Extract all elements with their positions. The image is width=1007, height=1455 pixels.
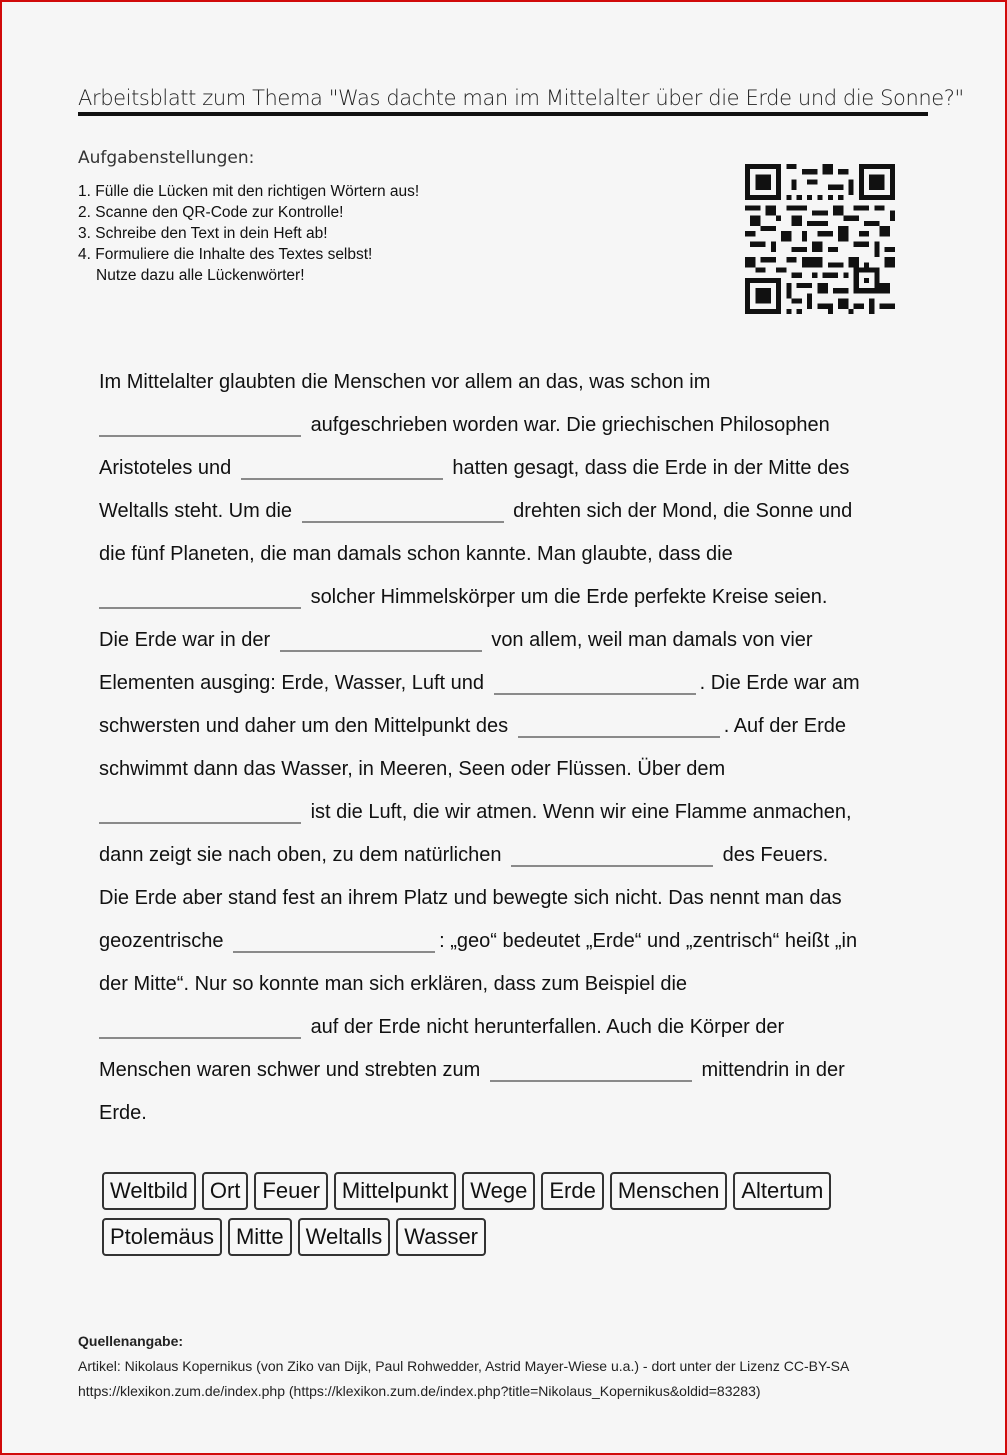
text-segment: . Die Erde war am xyxy=(699,672,860,694)
word-chip[interactable]: Erde xyxy=(541,1172,603,1210)
text-segment: Die Erde aber stand fest an ihrem Platz und bewegte sich nicht. Das nennt man das xyxy=(99,887,842,909)
text-line xyxy=(99,448,919,491)
task-item: 2. Scanne den QR-Code zur Kontrolle! xyxy=(78,204,344,221)
word-chip[interactable]: Feuer xyxy=(254,1172,327,1210)
text-segment: auf der Erde nicht herunterfallen. Auch die Körper der xyxy=(310,1016,785,1038)
blank-field[interactable] xyxy=(99,1036,301,1039)
text-segment: von allem, weil man damals von vier xyxy=(491,629,813,651)
text-segment: schwersten und daher um den Mittelpunkt des xyxy=(99,715,509,737)
text-segment: schwimmt dann das Wasser, in Meeren, Seen oder Flüssen. Über dem xyxy=(99,758,726,780)
text-segment: Erde. xyxy=(99,1102,147,1124)
text-line xyxy=(99,491,919,534)
blank-field[interactable] xyxy=(99,821,301,824)
word-bank-row xyxy=(102,1218,922,1256)
text-segment: der Mitte“. Nur so konnte man sich erklären, dass zum Beispiel die xyxy=(99,973,688,995)
source-heading: Quellenangabe: xyxy=(78,1333,184,1349)
text-segment: Die Erde war in der xyxy=(99,629,271,651)
qr-code-icon[interactable] xyxy=(745,163,895,315)
text-segment: ist die Luft, die wir atmen. Wenn wir eine Flamme anmachen, xyxy=(310,801,852,823)
text-segment: Aristoteles und xyxy=(99,457,232,479)
text-segment: mittendrin in der xyxy=(701,1059,845,1081)
word-chip[interactable]: Mittelpunkt xyxy=(334,1172,456,1210)
text-segment: drehten sich der Mond, die Sonne und xyxy=(513,500,853,522)
text-line xyxy=(99,405,919,448)
word-chip[interactable]: Weltalls xyxy=(298,1218,391,1256)
word-chip[interactable]: Menschen xyxy=(610,1172,728,1210)
text-line xyxy=(99,749,919,792)
blank-field[interactable] xyxy=(518,735,720,738)
task-item: 1. Fülle die Lücken mit den richtigen Wörtern aus! xyxy=(78,183,420,200)
text-segment: des Feuers. xyxy=(722,844,829,866)
word-bank xyxy=(102,1172,922,1264)
text-segment: die fünf Planeten, die man damals schon kannte. Man glaubte, dass die xyxy=(99,543,733,565)
task-item: 4. Formuliere die Inhalte des Textes selbst! xyxy=(78,246,373,263)
text-line xyxy=(99,964,919,1007)
text-line xyxy=(99,534,919,577)
text-segment: Weltalls steht. Um die xyxy=(99,500,293,522)
text-segment: solcher Himmelskörper um die Erde perfekte Kreise seien. xyxy=(310,586,828,608)
text-line xyxy=(99,1050,919,1093)
blank-field[interactable] xyxy=(280,649,482,652)
text-segment: dann zeigt sie nach oben, zu dem natürlichen xyxy=(99,844,502,866)
task-item: Nutze dazu alle Lückenwörter! xyxy=(96,267,305,284)
task-item: 3. Schreibe den Text in dein Heft ab! xyxy=(78,225,328,242)
text-line xyxy=(99,835,919,878)
text-segment: Elementen ausging: Erde, Wasser, Luft und xyxy=(99,672,485,694)
word-chip[interactable]: Ptolemäus xyxy=(102,1218,222,1256)
text-segment: hatten gesagt, dass die Erde in der Mitte des xyxy=(452,457,850,479)
blank-field[interactable] xyxy=(490,1079,692,1082)
word-chip[interactable]: Ort xyxy=(202,1172,249,1210)
word-bank-row xyxy=(102,1172,922,1210)
text-line xyxy=(99,1007,919,1050)
blank-field[interactable] xyxy=(99,434,301,437)
blank-field[interactable] xyxy=(494,692,696,695)
blank-field[interactable] xyxy=(99,606,301,609)
blank-field[interactable] xyxy=(302,520,504,523)
text-line xyxy=(99,878,919,921)
word-chip[interactable]: Weltbild xyxy=(102,1172,196,1210)
blank-field[interactable] xyxy=(233,950,435,953)
text-line xyxy=(99,921,919,964)
blank-field[interactable] xyxy=(241,477,443,480)
text-segment: : „geo“ bedeutet „Erde“ und „zentrisch“ heißt „in xyxy=(439,930,858,952)
text-segment: aufgeschrieben worden war. Die griechischen Philosophen xyxy=(310,414,830,436)
page-title: Arbeitsblatt zum Thema "Was dachte man im Mittelalter über die Erde und die Sonne?" xyxy=(78,86,964,110)
tasks-heading: Aufgabenstellungen: xyxy=(78,148,255,168)
text-segment: Im Mittelalter glaubten die Menschen vor allem an das, was schon im xyxy=(99,371,711,393)
blank-field[interactable] xyxy=(511,864,713,867)
text-segment: Menschen waren schwer und strebten zum xyxy=(99,1059,481,1081)
word-chip[interactable]: Wasser xyxy=(396,1218,486,1256)
source-section xyxy=(78,1329,849,1404)
word-chip[interactable]: Mitte xyxy=(228,1218,292,1256)
source-link[interactable]: https://klexikon.zum.de/index.php (https://klexikon.zum.de/index.php?title=Nikolaus_Kopernikus&oldid=83283) xyxy=(78,1383,761,1399)
text-line xyxy=(99,706,919,749)
text-line xyxy=(99,577,919,620)
title-underline xyxy=(78,112,928,116)
text-line xyxy=(99,792,919,835)
text-segment: geozentrische xyxy=(99,930,224,952)
cloze-text xyxy=(99,362,919,1136)
source-line: Artikel: Nikolaus Kopernikus (von Ziko van Dijk, Paul Rohwedder, Astrid Mayer-Wiese u.a.) - dort unter der Lizenz CC-BY-SA xyxy=(78,1358,850,1374)
text-line xyxy=(99,620,919,663)
text-line xyxy=(99,1093,919,1136)
word-chip[interactable]: Wege xyxy=(462,1172,535,1210)
task-list xyxy=(78,181,419,286)
text-line xyxy=(99,362,919,405)
text-line xyxy=(99,663,919,706)
text-segment: . Auf der Erde xyxy=(723,715,846,737)
word-chip[interactable]: Altertum xyxy=(733,1172,831,1210)
